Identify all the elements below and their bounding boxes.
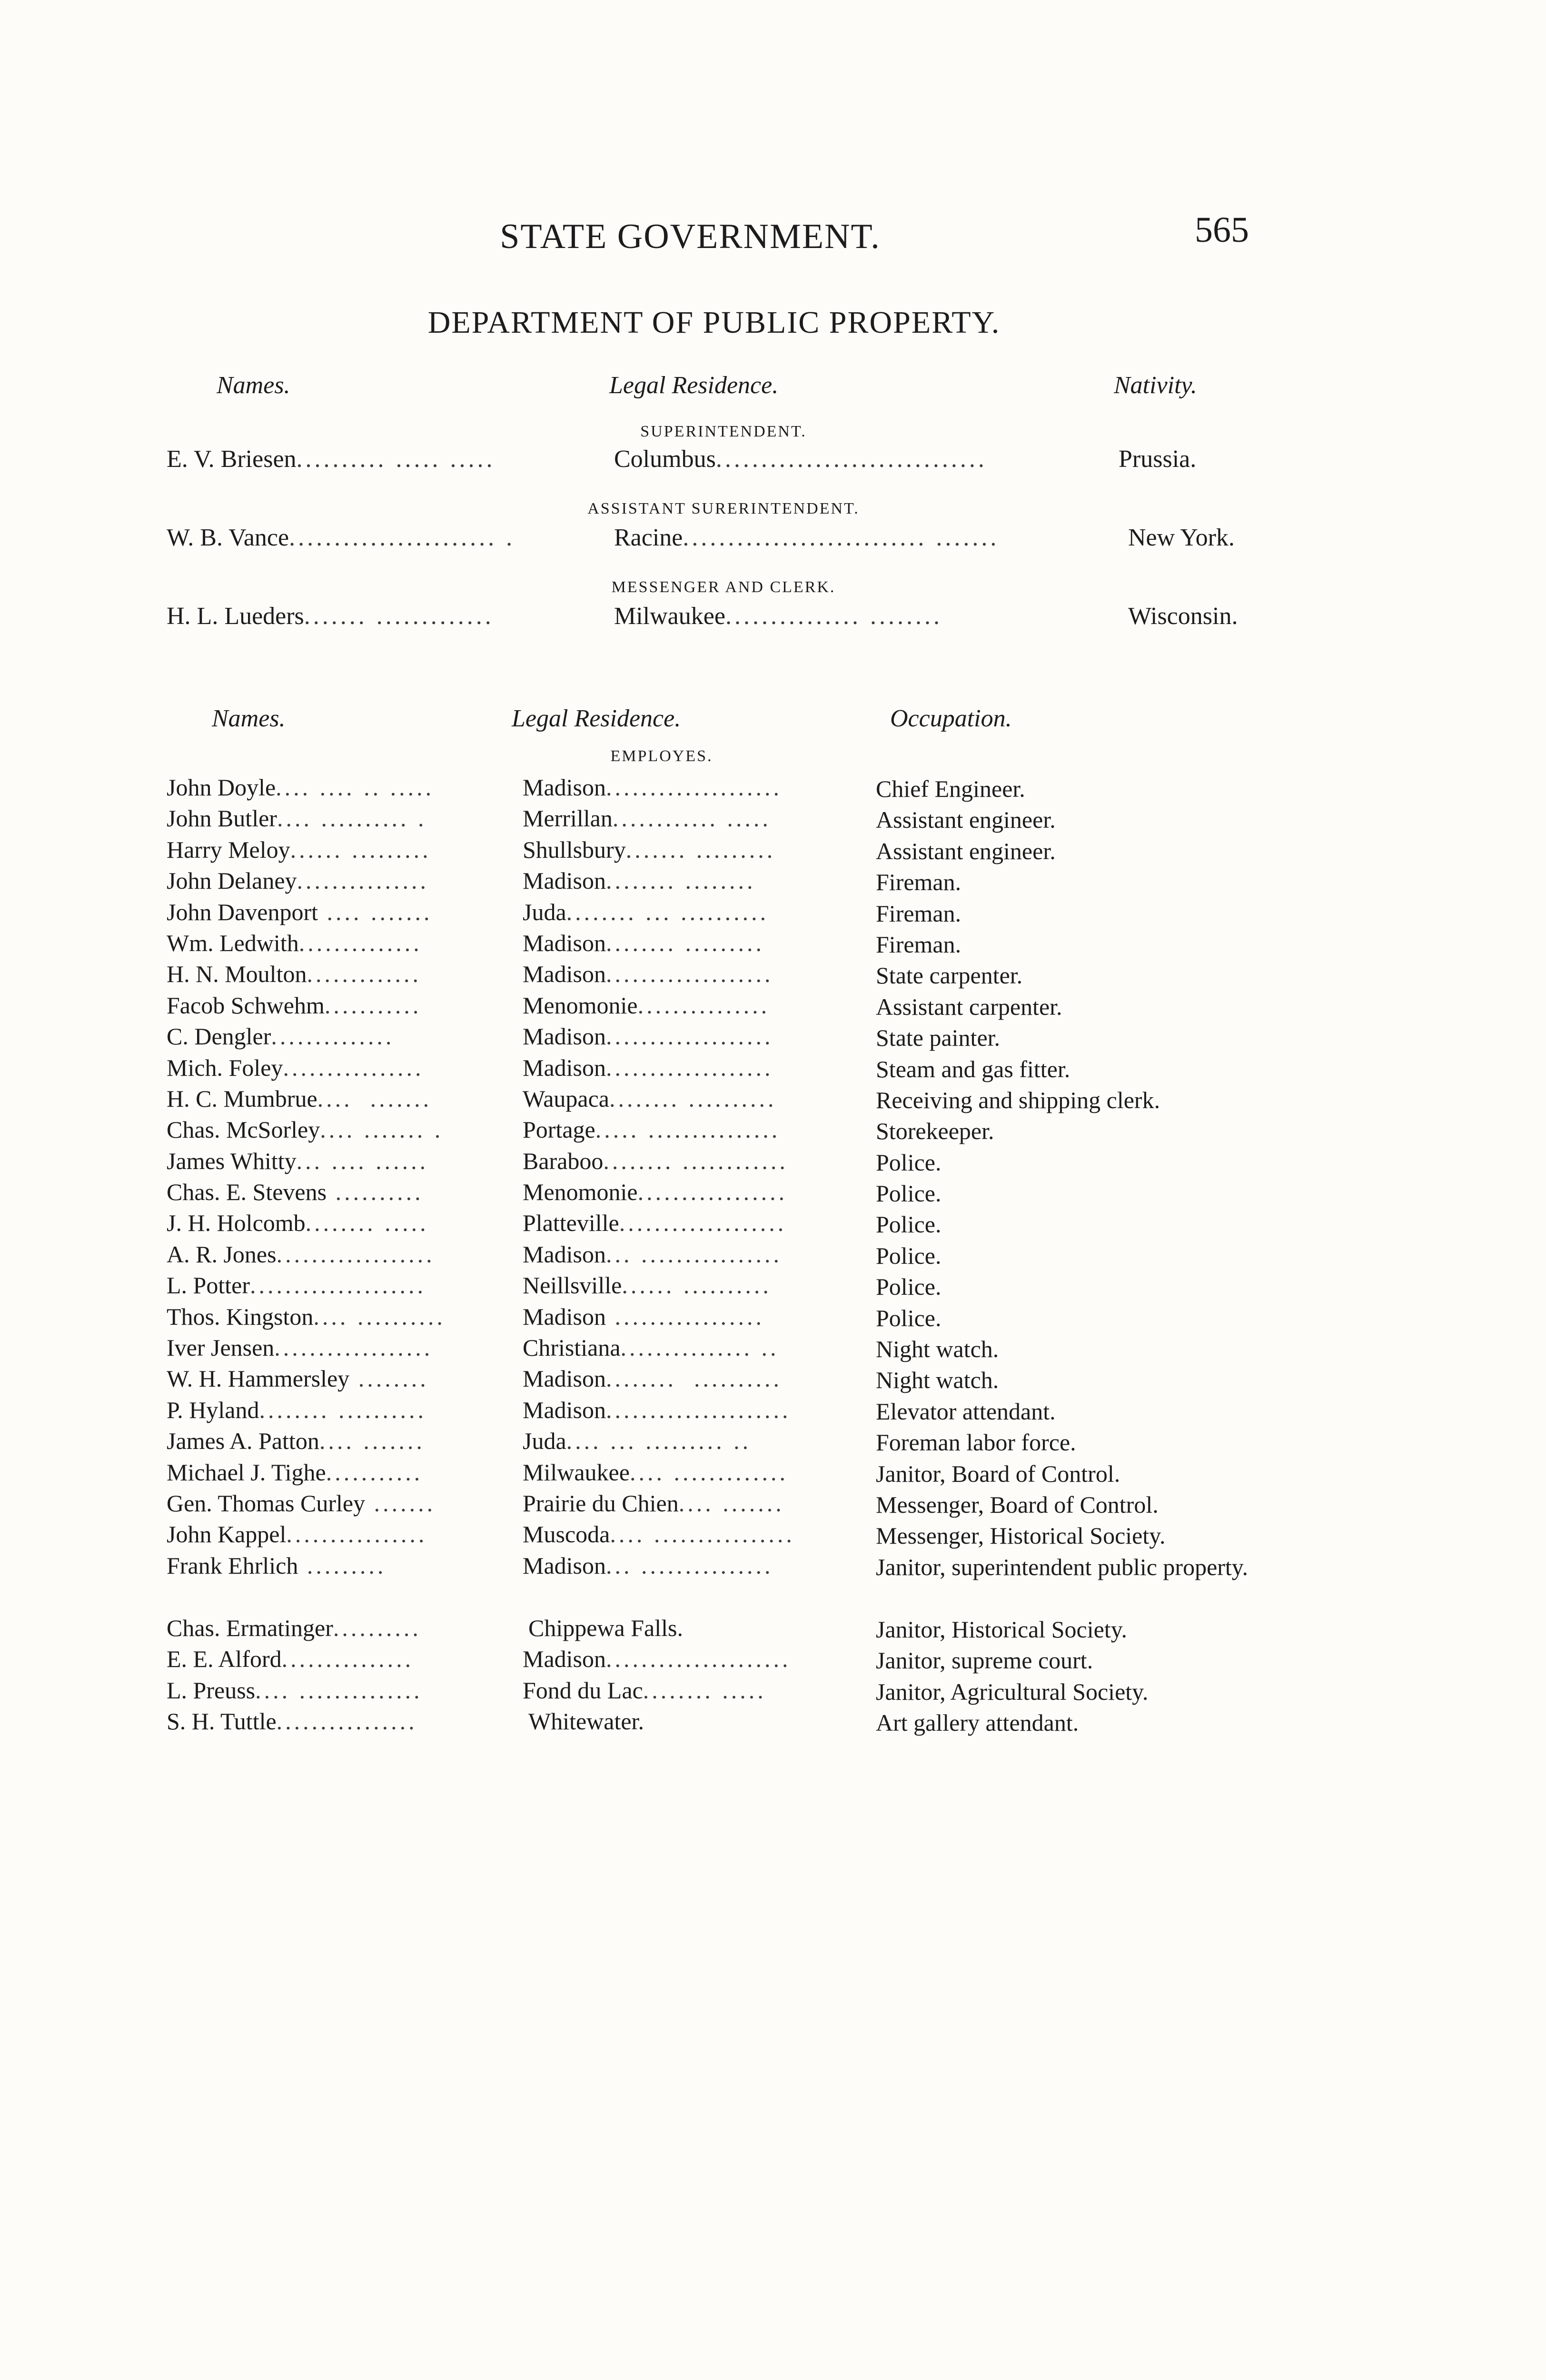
- officer-nativity: Wisconsin.: [1128, 603, 1238, 630]
- table-row: [167, 1116, 1285, 1147]
- employee-residence: Juda.... ... ......... ..: [523, 1428, 752, 1455]
- employee-occupation: Police.: [876, 1180, 941, 1207]
- table-row: [167, 1707, 1285, 1738]
- employee-occupation: Foreman labor force.: [876, 1429, 1076, 1456]
- employee-occupation: Art gallery attendant.: [876, 1709, 1079, 1736]
- officers-col-nativity: Nativity.: [1114, 372, 1197, 399]
- employee-name: Iver Jensen..................: [167, 1334, 433, 1361]
- employee-residence: Chippewa Falls.: [528, 1614, 683, 1641]
- officer-name: H. L. Lueders....... .............: [167, 603, 494, 630]
- employee-occupation: Chief Engineer.: [876, 775, 1025, 802]
- table-row: [167, 1147, 1285, 1178]
- employee-name: H. C. Mumbrue.... .......: [167, 1085, 432, 1112]
- employee-residence: Madison...................: [523, 1023, 773, 1050]
- table-row: [167, 1178, 1285, 1209]
- officer-row: [167, 524, 1271, 562]
- employee-name: S. H. Tuttle................: [167, 1707, 417, 1735]
- employee-occupation: Messenger, Board of Control.: [876, 1491, 1159, 1518]
- employee-occupation: Janitor, Board of Control.: [876, 1460, 1120, 1487]
- table-row: [167, 774, 1285, 804]
- employee-name: Gen. Thomas Curley .......: [167, 1489, 436, 1517]
- employee-name: J. H. Holcomb........ .....: [167, 1210, 429, 1237]
- employees-col-names: Names.: [212, 705, 286, 732]
- table-row: [167, 1303, 1285, 1334]
- employee-name: L. Preuss.... ..............: [167, 1676, 423, 1704]
- employee-residence: Fond du Lac........ .....: [523, 1676, 766, 1704]
- table-row: [167, 1334, 1285, 1365]
- employee-occupation: Steam and gas fitter.: [876, 1055, 1070, 1082]
- employee-residence: Christiana............... ..: [523, 1334, 779, 1361]
- employee-name: C. Dengler..............: [167, 1023, 395, 1050]
- employee-occupation: Receiving and shipping clerk.: [876, 1086, 1160, 1113]
- officer-nativity: New York.: [1128, 524, 1235, 551]
- employee-residence: Madison... ................: [523, 1240, 782, 1268]
- employee-residence: Madison........ ........: [523, 867, 756, 894]
- table-row: [167, 1209, 1285, 1240]
- table-row: [167, 836, 1285, 867]
- employee-residence: Platteville...................: [523, 1210, 787, 1237]
- employee-residence: Portage..... ...............: [523, 1116, 781, 1143]
- employee-name: John Delaney...............: [167, 867, 429, 894]
- employees-col-occupation: Occupation.: [890, 705, 1012, 732]
- table-row: [167, 1427, 1285, 1458]
- table-row: [167, 960, 1285, 991]
- table-row: [167, 1676, 1285, 1707]
- employee-residence: Neillsville...... ..........: [523, 1272, 772, 1299]
- employee-residence: Madison .................: [523, 1303, 764, 1330]
- employee-occupation: Janitor, superintendent public property.: [876, 1553, 1249, 1580]
- officers-col-names: Names.: [217, 372, 290, 399]
- employee-occupation: Storekeeper.: [876, 1118, 994, 1145]
- table-row: [167, 1520, 1285, 1551]
- employee-occupation: Elevator attendant.: [876, 1398, 1056, 1425]
- employee-occupation: Assistant engineer.: [876, 837, 1056, 864]
- employee-name: Thos. Kingston.... ..........: [167, 1303, 446, 1330]
- officer-nativity: Prussia.: [1119, 446, 1197, 473]
- officer-name: W. B. Vance....................... .: [167, 524, 515, 551]
- employee-occupation: State painter.: [876, 1024, 1001, 1051]
- employee-occupation: Police.: [876, 1149, 941, 1176]
- employee-residence: Madison....................: [523, 774, 782, 801]
- table-row: [167, 1022, 1285, 1053]
- employee-name: Chas. McSorley.... ....... .: [167, 1116, 444, 1143]
- employee-residence: Madison...................: [523, 1054, 773, 1081]
- employee-residence: Muscoda.... ................: [523, 1521, 795, 1548]
- employee-occupation: Night watch.: [876, 1367, 999, 1394]
- table-row: [167, 1396, 1285, 1427]
- employee-name: John Doyle.... .... .. .....: [167, 774, 435, 801]
- officer-residence: Racine........................... .......: [614, 524, 1000, 551]
- page-number: 565: [1195, 210, 1249, 250]
- employee-name: Mich. Foley................: [167, 1054, 424, 1081]
- employee-residence: Whitewater.: [528, 1707, 644, 1735]
- table-row: [167, 1552, 1285, 1614]
- officer-residence: Milwaukee............... ........: [614, 603, 942, 630]
- employee-residence: Waupaca........ ..........: [523, 1085, 777, 1112]
- department-title: DEPARTMENT OF PUBLIC PROPERTY.: [427, 305, 1001, 340]
- employee-name: Wm. Ledwith..............: [167, 929, 422, 956]
- officer-row: [167, 602, 1271, 640]
- table-row: [167, 1240, 1285, 1271]
- employees-col-residence: Legal Residence.: [512, 705, 681, 732]
- table-row: [167, 992, 1285, 1022]
- employee-name: H. N. Moulton.............: [167, 961, 421, 988]
- employee-name: John Kappel................: [167, 1521, 427, 1548]
- employee-occupation: Janitor, supreme court.: [876, 1647, 1093, 1674]
- employee-name: Michael J. Tighe...........: [167, 1458, 423, 1486]
- employee-occupation: Assistant carpenter.: [876, 993, 1062, 1020]
- employee-name: A. R. Jones..................: [167, 1240, 435, 1268]
- employee-occupation: Night watch.: [876, 1336, 999, 1363]
- running-head: STATE GOVERNMENT.: [500, 217, 881, 256]
- employee-occupation: Fireman.: [876, 869, 961, 896]
- employee-residence: Madison........ .........: [523, 929, 764, 956]
- table-row: [167, 1271, 1285, 1302]
- employee-name: L. Potter....................: [167, 1272, 426, 1299]
- employee-name: John Butler.... .......... .: [167, 805, 427, 832]
- employee-occupation: State carpenter.: [876, 962, 1023, 989]
- table-row: [167, 804, 1285, 835]
- employee-residence: Baraboo........ ............: [523, 1147, 788, 1174]
- employee-occupation: Janitor, Historical Society.: [876, 1616, 1127, 1643]
- table-row: [167, 929, 1285, 960]
- employee-residence: Shullsbury....... .........: [523, 836, 776, 863]
- employee-residence: Madison...................: [523, 961, 773, 988]
- employee-name: Chas. Ermatinger..........: [167, 1614, 421, 1641]
- employee-name: Frank Ehrlich .........: [167, 1552, 386, 1579]
- employee-residence: Juda........ ... ..........: [523, 898, 769, 925]
- employee-residence: Merrillan............ .....: [523, 805, 771, 832]
- table-row: [167, 867, 1285, 898]
- section-label-superintendent: SUPERINTENDENT.: [640, 423, 807, 440]
- section-label-employes: EMPLOYES.: [610, 747, 713, 765]
- employee-name: Facob Schwehm...........: [167, 992, 422, 1019]
- officer-row: [167, 445, 1271, 483]
- table-row: [167, 1085, 1285, 1116]
- employee-occupation: Police.: [876, 1211, 941, 1238]
- employee-occupation: Police.: [876, 1242, 941, 1269]
- employee-occupation: Fireman.: [876, 931, 961, 958]
- employee-occupation: Messenger, Historical Society.: [876, 1522, 1166, 1549]
- employee-occupation: Police.: [876, 1273, 941, 1300]
- table-row: [167, 1054, 1285, 1085]
- employee-name: P. Hyland........ ..........: [167, 1396, 426, 1423]
- employee-occupation: Assistant engineer.: [876, 806, 1056, 833]
- officer-name: E. V. Briesen.......... ..... .....: [167, 446, 496, 473]
- employee-occupation: Janitor, Agricultural Society.: [876, 1678, 1149, 1705]
- table-row: [167, 1614, 1285, 1645]
- officer-residence: Columbus..............................: [614, 446, 987, 473]
- employee-name: W. H. Hammersley ........: [167, 1365, 429, 1392]
- employee-name: Harry Meloy...... .........: [167, 836, 431, 863]
- section-label-messenger-and-clerk: MESSENGER AND CLERK.: [611, 578, 836, 596]
- employee-residence: Menomonie...............: [523, 992, 770, 1019]
- employees-list: [167, 774, 1285, 1738]
- employee-residence: Prairie du Chien.... .......: [523, 1489, 784, 1517]
- employee-residence: Madison... ...............: [523, 1552, 773, 1579]
- employee-name: Chas. E. Stevens ..........: [167, 1179, 424, 1206]
- employee-residence: Madison.....................: [523, 1396, 791, 1423]
- employee-name: E. E. Alford...............: [167, 1646, 414, 1673]
- employee-name: John Davenport .... .......: [167, 898, 433, 925]
- employee-residence: Menomonie.................: [523, 1179, 788, 1206]
- table-row: [167, 1645, 1285, 1676]
- employee-residence: Madison.....................: [523, 1646, 791, 1673]
- employee-occupation: Police.: [876, 1304, 941, 1331]
- table-row: [167, 1365, 1285, 1396]
- employee-occupation: Fireman.: [876, 900, 961, 927]
- table-row: [167, 1489, 1285, 1520]
- employee-residence: Milwaukee.... .............: [523, 1458, 788, 1486]
- section-label-assistant-superintendent: ASSISTANT SURERINTENDENT.: [587, 500, 860, 517]
- table-row: [167, 898, 1285, 929]
- employee-residence: Madison........ ..........: [523, 1365, 782, 1392]
- officers-col-residence: Legal Residence.: [609, 372, 779, 399]
- employee-name: James A. Patton.... .......: [167, 1428, 425, 1455]
- employee-name: James Whitty... .... ......: [167, 1147, 429, 1174]
- table-row: [167, 1458, 1285, 1489]
